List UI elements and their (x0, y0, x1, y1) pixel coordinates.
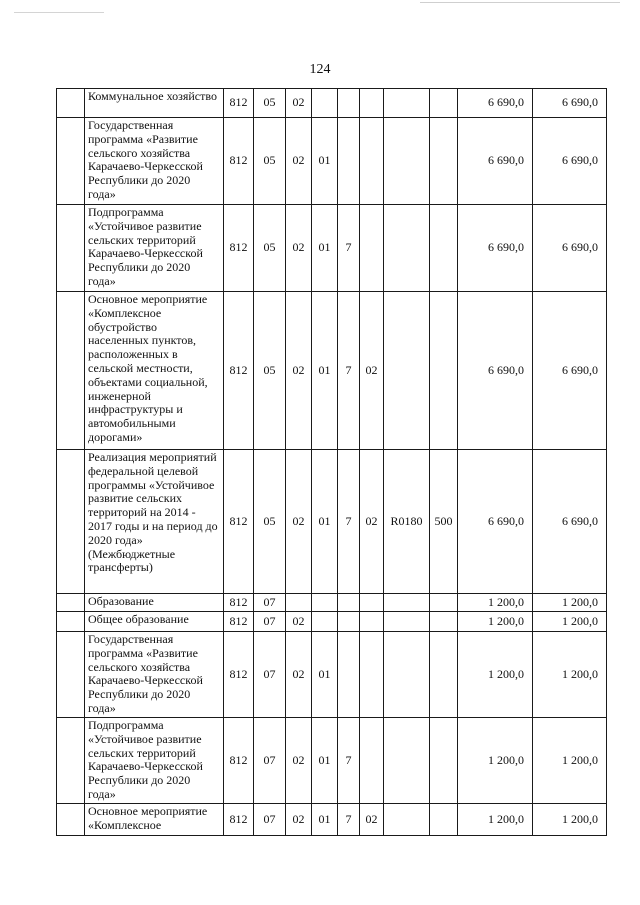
grbs-code: 812 (224, 118, 254, 205)
blank-cell (57, 450, 85, 594)
scan-artifact-left (14, 12, 104, 13)
direction-code (384, 205, 430, 292)
amount-year2: 1 200,0 (533, 632, 607, 718)
row-name: Коммунальное хозяйство (85, 89, 224, 118)
grbs-code: 812 (224, 632, 254, 718)
table-row (57, 594, 607, 612)
amount-year1: 1 200,0 (458, 718, 533, 804)
subsection-code: 02 (286, 450, 312, 594)
expense-type-code (430, 612, 458, 632)
subsection-code: 02 (286, 804, 312, 836)
activity-code (360, 205, 384, 292)
expense-type-code (430, 804, 458, 836)
subsection-code: 02 (286, 612, 312, 632)
activity-code: 02 (360, 292, 384, 450)
program-code: 01 (312, 292, 338, 450)
section-code: 07 (254, 718, 286, 804)
amount-year1: 1 200,0 (458, 632, 533, 718)
table-row (57, 89, 607, 118)
activity-code (360, 718, 384, 804)
table-row (57, 612, 607, 632)
amount-year2: 1 200,0 (533, 594, 607, 612)
scan-artifact-right (420, 2, 620, 3)
amount-year2: 1 200,0 (533, 612, 607, 632)
table-row (57, 292, 607, 450)
subsection-code: 02 (286, 632, 312, 718)
activity-code (360, 612, 384, 632)
table-row (57, 450, 607, 594)
activity-code: 02 (360, 804, 384, 836)
row-name: Образование (85, 594, 224, 612)
table-row (57, 205, 607, 292)
direction-code (384, 612, 430, 632)
grbs-code: 812 (224, 450, 254, 594)
section-code: 05 (254, 89, 286, 118)
direction-code: R0180 (384, 450, 430, 594)
section-code: 05 (254, 118, 286, 205)
section-code: 07 (254, 594, 286, 612)
amount-year2: 6 690,0 (533, 450, 607, 594)
row-name: Общее образование (85, 612, 224, 632)
activity-code (360, 632, 384, 718)
program-code: 01 (312, 718, 338, 804)
section-code: 07 (254, 632, 286, 718)
expense-type-code (430, 89, 458, 118)
subsection-code: 02 (286, 292, 312, 450)
activity-code (360, 594, 384, 612)
blank-cell (57, 804, 85, 836)
amount-year2: 6 690,0 (533, 118, 607, 205)
row-name: Основное мероприятие «Комплексное обустройство населенных пунктов, расположенных в сельской местности, объектами социальной, инженерной инфраструктуры и автомобильными дорогами» (85, 292, 224, 450)
grbs-code: 812 (224, 205, 254, 292)
subsection-code: 02 (286, 89, 312, 118)
direction-code (384, 292, 430, 450)
amount-year2: 6 690,0 (533, 205, 607, 292)
activity-code (360, 89, 384, 118)
table-row (57, 804, 607, 836)
row-name: Основное мероприятие «Комплексное (85, 804, 224, 836)
program-code: 01 (312, 118, 338, 205)
section-code: 07 (254, 804, 286, 836)
amount-year1: 6 690,0 (458, 118, 533, 205)
table-row (57, 632, 607, 718)
direction-code (384, 632, 430, 718)
direction-code (384, 594, 430, 612)
blank-cell (57, 292, 85, 450)
amount-year1: 1 200,0 (458, 594, 533, 612)
amount-year2: 6 690,0 (533, 292, 607, 450)
grbs-code: 812 (224, 89, 254, 118)
amount-year1: 6 690,0 (458, 89, 533, 118)
blank-cell (57, 594, 85, 612)
subprogram-code (338, 118, 360, 205)
subprogram-code: 7 (338, 718, 360, 804)
subsection-code: 02 (286, 205, 312, 292)
expense-type-code (430, 118, 458, 205)
program-code: 01 (312, 205, 338, 292)
program-code: 01 (312, 632, 338, 718)
section-code: 05 (254, 450, 286, 594)
amount-year2: 1 200,0 (533, 718, 607, 804)
blank-cell (57, 718, 85, 804)
blank-cell (57, 205, 85, 292)
table-row (57, 118, 607, 205)
blank-cell (57, 89, 85, 118)
program-code (312, 89, 338, 118)
subprogram-code: 7 (338, 205, 360, 292)
direction-code (384, 718, 430, 804)
amount-year2: 6 690,0 (533, 89, 607, 118)
expense-type-code (430, 594, 458, 612)
subsection-code: 02 (286, 718, 312, 804)
row-name: Государственная программа «Развитие сельского хозяйства Карачаево-Черкесской Республики до 2020 года» (85, 118, 224, 205)
grbs-code: 812 (224, 804, 254, 836)
table-row (57, 718, 607, 804)
grbs-code: 812 (224, 292, 254, 450)
budget-table (56, 88, 607, 836)
amount-year1: 6 690,0 (458, 450, 533, 594)
subprogram-code: 7 (338, 804, 360, 836)
subprogram-code: 7 (338, 292, 360, 450)
blank-cell (57, 632, 85, 718)
program-code (312, 612, 338, 632)
section-code: 05 (254, 205, 286, 292)
expense-type-code (430, 205, 458, 292)
direction-code (384, 804, 430, 836)
amount-year1: 1 200,0 (458, 804, 533, 836)
amount-year2: 1 200,0 (533, 804, 607, 836)
amount-year1: 1 200,0 (458, 612, 533, 632)
grbs-code: 812 (224, 612, 254, 632)
amount-year1: 6 690,0 (458, 292, 533, 450)
subsection-code: 02 (286, 118, 312, 205)
amount-year1: 6 690,0 (458, 205, 533, 292)
row-name: Реализация мероприятий федеральной целевой программы «Устойчивое развитие сельских территорий на 2014 - 2017 годы и на период до 2020 года» (Межбюджетные трансферты) (85, 450, 224, 594)
blank-cell (57, 118, 85, 205)
program-code: 01 (312, 450, 338, 594)
expense-type-code (430, 292, 458, 450)
activity-code (360, 118, 384, 205)
subprogram-code (338, 594, 360, 612)
blank-cell (57, 612, 85, 632)
subprogram-code (338, 612, 360, 632)
section-code: 05 (254, 292, 286, 450)
program-code (312, 594, 338, 612)
page-number: 124 (309, 62, 331, 77)
subprogram-code (338, 89, 360, 118)
subsection-code (286, 594, 312, 612)
direction-code (384, 118, 430, 205)
program-code: 01 (312, 804, 338, 836)
row-name: Подпрограмма «Устойчивое развитие сельских территорий Карачаево-Черкесской Республики до 2020 года» (85, 205, 224, 292)
expense-type-code (430, 718, 458, 804)
expense-type-code (430, 632, 458, 718)
direction-code (384, 89, 430, 118)
row-name: Государственная программа «Развитие сельского хозяйства Карачаево-Черкесской Республики до 2020 года» (85, 632, 224, 718)
section-code: 07 (254, 612, 286, 632)
row-name: Подпрограмма «Устойчивое развитие сельских территорий Карачаево-Черкесской Республики до 2020 года» (85, 718, 224, 804)
subprogram-code: 7 (338, 450, 360, 594)
grbs-code: 812 (224, 594, 254, 612)
grbs-code: 812 (224, 718, 254, 804)
activity-code: 02 (360, 450, 384, 594)
expense-type-code: 500 (430, 450, 458, 594)
subprogram-code (338, 632, 360, 718)
